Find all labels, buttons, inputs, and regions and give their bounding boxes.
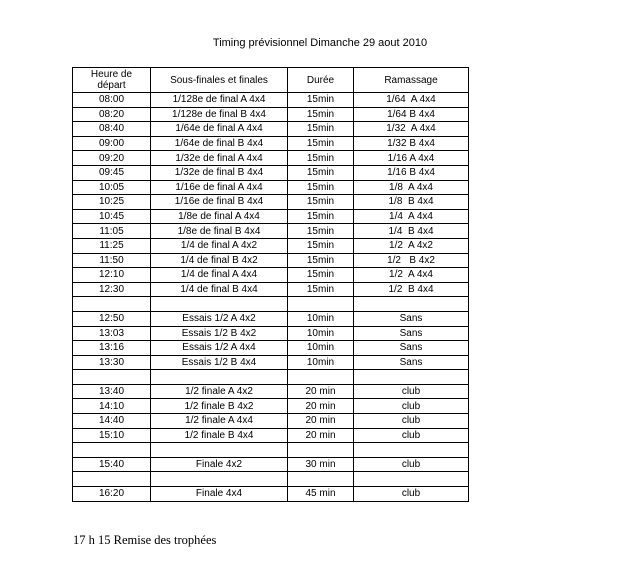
duration-cell: 30 min xyxy=(288,457,354,472)
pickup-cell: 1/2 A 4x4 xyxy=(354,268,469,283)
duration-cell: 15min xyxy=(288,268,354,283)
header-cell-duree: Durée xyxy=(288,68,354,93)
pickup-cell: 1/4 B 4x4 xyxy=(354,224,469,239)
duration-cell: 15min xyxy=(288,107,354,122)
time-cell: 13:30 xyxy=(73,355,151,370)
time-cell xyxy=(73,443,151,458)
duration-cell: 10min xyxy=(288,311,354,326)
table-row xyxy=(73,428,469,443)
duration-cell: 15min xyxy=(288,253,354,268)
duration-cell: 15min xyxy=(288,122,354,137)
timing-table xyxy=(72,67,469,502)
pickup-cell: club xyxy=(354,384,469,399)
header-cell-heure: Heure de départ xyxy=(73,68,151,93)
time-cell xyxy=(73,472,151,487)
duration-cell xyxy=(288,370,354,385)
duration-cell: 45 min xyxy=(288,487,354,502)
time-cell: 08:40 xyxy=(73,122,151,137)
event-cell: 1/2 finale B 4x4 xyxy=(151,428,288,443)
time-cell: 12:30 xyxy=(73,282,151,297)
trophy-ceremony-note: 17 h 15 Remise des trophées xyxy=(73,533,217,547)
event-cell: 1/4 de final A 4x2 xyxy=(151,238,288,253)
pickup-cell: 1/32 A 4x4 xyxy=(354,122,469,137)
pickup-cell: 1/2 A 4x2 xyxy=(354,238,469,253)
table-row xyxy=(73,180,469,195)
duration-cell xyxy=(288,472,354,487)
duration-cell: 15min xyxy=(288,238,354,253)
time-cell: 14:40 xyxy=(73,414,151,429)
time-cell: 11:25 xyxy=(73,238,151,253)
table-row xyxy=(73,93,469,108)
event-cell: 1/32e de final B 4x4 xyxy=(151,165,288,180)
event-cell: 1/2 finale A 4x2 xyxy=(151,384,288,399)
event-cell: 1/4 de final B 4x4 xyxy=(151,282,288,297)
time-cell: 10:05 xyxy=(73,180,151,195)
time-cell: 08:00 xyxy=(73,93,151,108)
event-cell: 1/8e de final A 4x4 xyxy=(151,209,288,224)
time-cell: 12:50 xyxy=(73,311,151,326)
event-cell: 1/128e de final A 4x4 xyxy=(151,93,288,108)
table-row-spacer xyxy=(73,472,469,487)
table-row xyxy=(73,487,469,502)
event-cell: Finale 4x4 xyxy=(151,487,288,502)
table-row xyxy=(73,209,469,224)
table-row xyxy=(73,341,469,356)
event-cell: 1/32e de final A 4x4 xyxy=(151,151,288,166)
duration-cell: 10min xyxy=(288,341,354,356)
table-row xyxy=(73,384,469,399)
table-row xyxy=(73,151,469,166)
duration-cell: 15min xyxy=(288,165,354,180)
pickup-cell: club xyxy=(354,428,469,443)
duration-cell xyxy=(288,297,354,312)
pickup-cell xyxy=(354,472,469,487)
pickup-cell: Sans xyxy=(354,326,469,341)
event-cell xyxy=(151,370,288,385)
table-row xyxy=(73,165,469,180)
pickup-cell: 1/64 A 4x4 xyxy=(354,93,469,108)
event-cell: Essais 1/2 B 4x2 xyxy=(151,326,288,341)
duration-cell: 10min xyxy=(288,326,354,341)
table-row-spacer xyxy=(73,370,469,385)
time-cell: 16:20 xyxy=(73,487,151,502)
time-cell xyxy=(73,370,151,385)
duration-cell: 20 min xyxy=(288,399,354,414)
event-cell: Finale 4x2 xyxy=(151,457,288,472)
table-row xyxy=(73,282,469,297)
pickup-cell: club xyxy=(354,457,469,472)
time-cell: 14:10 xyxy=(73,399,151,414)
pickup-cell xyxy=(354,370,469,385)
table-row xyxy=(73,326,469,341)
time-cell: 10:45 xyxy=(73,209,151,224)
pickup-cell: club xyxy=(354,414,469,429)
pickup-cell: 1/2 B 4x4 xyxy=(354,282,469,297)
table-row-spacer xyxy=(73,443,469,458)
event-cell: 1/128e de final B 4x4 xyxy=(151,107,288,122)
table-row xyxy=(73,136,469,151)
time-cell: 09:45 xyxy=(73,165,151,180)
pickup-cell: club xyxy=(354,399,469,414)
time-cell xyxy=(73,297,151,312)
event-cell: Essais 1/2 A 4x2 xyxy=(151,311,288,326)
pickup-cell: 1/8 B 4x4 xyxy=(354,195,469,210)
duration-cell: 10min xyxy=(288,355,354,370)
header-cell-ramassage: Ramassage xyxy=(354,68,469,93)
duration-cell: 15min xyxy=(288,180,354,195)
duration-cell: 15min xyxy=(288,209,354,224)
event-cell: 1/2 finale B 4x2 xyxy=(151,399,288,414)
table-header-row xyxy=(73,68,469,93)
duration-cell: 15min xyxy=(288,282,354,297)
table-row xyxy=(73,238,469,253)
table-row xyxy=(73,122,469,137)
pickup-cell: 1/64 B 4x4 xyxy=(354,107,469,122)
event-cell: 1/64e de final A 4x4 xyxy=(151,122,288,137)
event-cell: 1/2 finale A 4x4 xyxy=(151,414,288,429)
table-row xyxy=(73,355,469,370)
event-cell xyxy=(151,297,288,312)
time-cell: 13:16 xyxy=(73,341,151,356)
pickup-cell: 1/32 B 4x4 xyxy=(354,136,469,151)
table-row xyxy=(73,107,469,122)
time-cell: 12:10 xyxy=(73,268,151,283)
duration-cell xyxy=(288,443,354,458)
table-row xyxy=(73,253,469,268)
event-cell: 1/8e de final B 4x4 xyxy=(151,224,288,239)
event-cell: 1/4 de final A 4x4 xyxy=(151,268,288,283)
duration-cell: 15min xyxy=(288,195,354,210)
table-row xyxy=(73,399,469,414)
pickup-cell xyxy=(354,443,469,458)
time-cell: 13:40 xyxy=(73,384,151,399)
table-body xyxy=(73,93,469,502)
pickup-cell: Sans xyxy=(354,311,469,326)
event-cell: 1/16e de final A 4x4 xyxy=(151,180,288,195)
event-cell xyxy=(151,472,288,487)
pickup-cell: 1/2 B 4x2 xyxy=(354,253,469,268)
time-cell: 09:20 xyxy=(73,151,151,166)
table-row xyxy=(73,414,469,429)
pickup-cell: Sans xyxy=(354,355,469,370)
pickup-cell: club xyxy=(354,487,469,502)
time-cell: 11:05 xyxy=(73,224,151,239)
event-cell xyxy=(151,443,288,458)
table-row xyxy=(73,195,469,210)
pickup-cell: 1/16 B 4x4 xyxy=(354,165,469,180)
pickup-cell: 1/4 A 4x4 xyxy=(354,209,469,224)
time-cell: 08:20 xyxy=(73,107,151,122)
event-cell: 1/4 de final B 4x2 xyxy=(151,253,288,268)
event-cell: Essais 1/2 B 4x4 xyxy=(151,355,288,370)
duration-cell: 15min xyxy=(288,93,354,108)
table-row xyxy=(73,268,469,283)
event-cell: 1/16e de final B 4x4 xyxy=(151,195,288,210)
table-row-spacer xyxy=(73,297,469,312)
time-cell: 13:03 xyxy=(73,326,151,341)
time-cell: 11:50 xyxy=(73,253,151,268)
pickup-cell xyxy=(354,297,469,312)
time-cell: 15:40 xyxy=(73,457,151,472)
time-cell: 15:10 xyxy=(73,428,151,443)
table-row xyxy=(73,457,469,472)
duration-cell: 20 min xyxy=(288,414,354,429)
duration-cell: 15min xyxy=(288,224,354,239)
duration-cell: 15min xyxy=(288,136,354,151)
pickup-cell: Sans xyxy=(354,341,469,356)
time-cell: 10:25 xyxy=(73,195,151,210)
duration-cell: 20 min xyxy=(288,428,354,443)
duration-cell: 20 min xyxy=(288,384,354,399)
pickup-cell: 1/16 A 4x4 xyxy=(354,151,469,166)
event-cell: Essais 1/2 A 4x4 xyxy=(151,341,288,356)
table-row xyxy=(73,224,469,239)
time-cell: 09:00 xyxy=(73,136,151,151)
duration-cell: 15min xyxy=(288,151,354,166)
header-cell-sous-finales: Sous-finales et finales xyxy=(151,68,288,93)
pickup-cell: 1/8 A 4x4 xyxy=(354,180,469,195)
event-cell: 1/64e de final B 4x4 xyxy=(151,136,288,151)
page-title: Timing prévisionnel Dimanche 29 aout 2010 xyxy=(212,37,428,49)
table-row xyxy=(73,311,469,326)
